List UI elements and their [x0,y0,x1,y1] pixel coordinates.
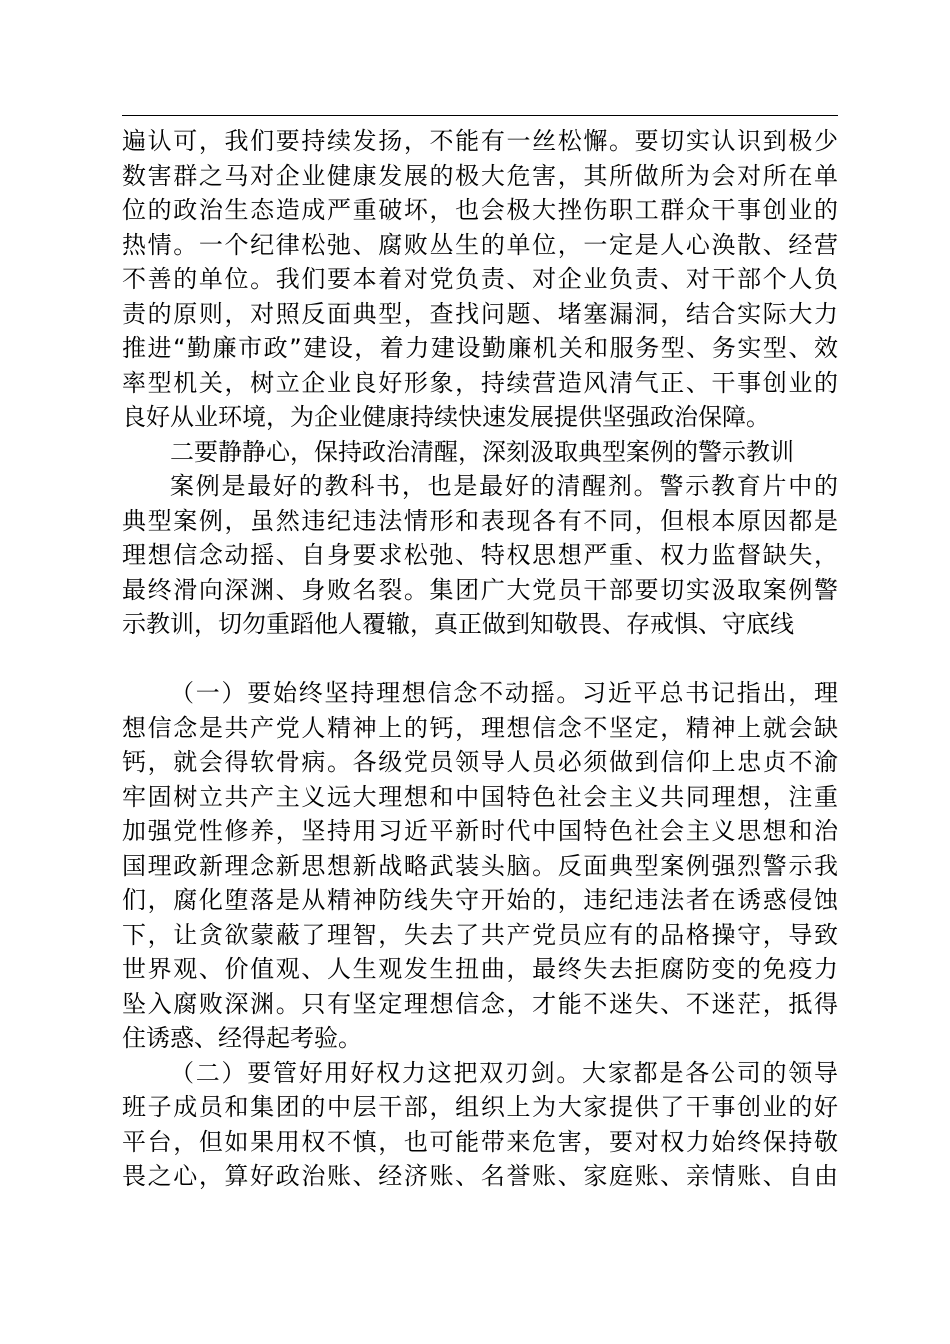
paragraph-4 [122,676,838,1056]
paragraph-1 [122,124,838,435]
text-line: 国理政新理念新思想新战略武装头脑。反面典型案例强烈警示我 [122,851,838,880]
text-line: 世界观、价值观、人生观发生扭曲，最终失去拒腐防变的免疫力 [122,955,838,983]
text-line: 率型机关，树立企业良好形象，持续营造风清气正、干事创业的 [122,368,838,397]
text-line: 位的政治生态造成严重破坏，也会极大挫伤职工群众干事创业的 [122,196,838,224]
text-line: 们，腐化堕落是从精神防线失守开始的，违纪违法者在诱惑侵蚀 [122,886,838,914]
paragraph-3 [122,469,838,642]
text-line: 责的原则，对照反面典型，查找问题、堵塞漏洞，结合实际大力 [122,299,838,328]
paragraph-2-heading [122,435,838,470]
text-line: 示教训，切勿重蹈他人覆辙，真正做到知敬畏、存戒惧、守底线 [122,610,794,638]
text-line: 钙，就会得软骨病。各级党员领导人员必须做到信仰上忠贞不渝 [122,748,838,776]
document-body [122,124,838,1194]
text-line: 畏之心，算好政治账、经济账、名誉账、家庭账、亲情账、自由 [122,1162,838,1190]
text-line: 理想信念动摇、自身要求松弛、特权思想严重、权力监督缺失， [122,541,838,569]
text-line: 遍认可，我们要持续发扬，不能有一丝松懈。要切实认识到极少 [122,127,838,155]
text-line: 热情。一个纪律松弛、腐败丛生的单位，一定是人心涣散、经营 [122,230,838,259]
text-line: 案例是最好的教科书，也是最好的清醒剂。警示教育片中的 [170,472,838,500]
text-line: （二）要管好用好权力这把双刃剑。大家都是各公司的领导 [170,1058,838,1087]
section-heading: 二要静静心，保持政治清醒，深刻汲取典型案例的警示教训 [170,437,794,466]
text-line: 平台，但如果用权不慎，也可能带来危害，要对权力始终保持敬 [122,1127,838,1156]
text-line: 住诱惑、经得起考验。 [122,1024,362,1052]
text-line: 想信念是共产党人精神上的钙，理想信念不坚定，精神上就会缺 [122,713,838,742]
text-line: 推进“勤廉市政”建设，着力建设勤廉机关和服务型、务实型、效 [122,334,838,362]
text-line: 坠入腐败深渊。只有坚定理想信念，才能不迷失、不迷茫，抵得 [122,989,838,1018]
text-line: 牢固树立共产主义远大理想和中国特色社会主义共同理想，注重 [122,782,838,811]
text-line: 最终滑向深渊、身败名裂。集团广大党员干部要切实汲取案例警 [122,575,838,604]
text-line: 不善的单位。我们要本着对党负责、对企业负责、对干部个人负 [122,265,838,293]
text-line: 数害群之马对企业健康发展的极大危害，其所做所为会对所在单 [122,161,838,190]
paragraph-gap [122,642,838,677]
text-line: 下，让贪欲蒙蔽了理智，失去了共产党员应有的品格操守，导致 [122,920,838,949]
text-line: （一）要始终坚持理想信念不动摇。习近平总书记指出，理 [170,679,838,707]
text-line: 典型案例，虽然违纪违法情形和表现各有不同，但根本原因都是 [122,506,838,535]
paragraph-5 [122,1056,838,1194]
text-line: 班子成员和集团的中层干部，组织上为大家提供了干事创业的好 [122,1093,838,1121]
text-line: 加强党性修养，坚持用习近平新时代中国特色社会主义思想和治 [122,817,838,845]
header-rule [122,115,838,116]
text-line: 良好从业环境，为企业健康持续快速发展提供坚强政治保障。 [122,403,770,431]
